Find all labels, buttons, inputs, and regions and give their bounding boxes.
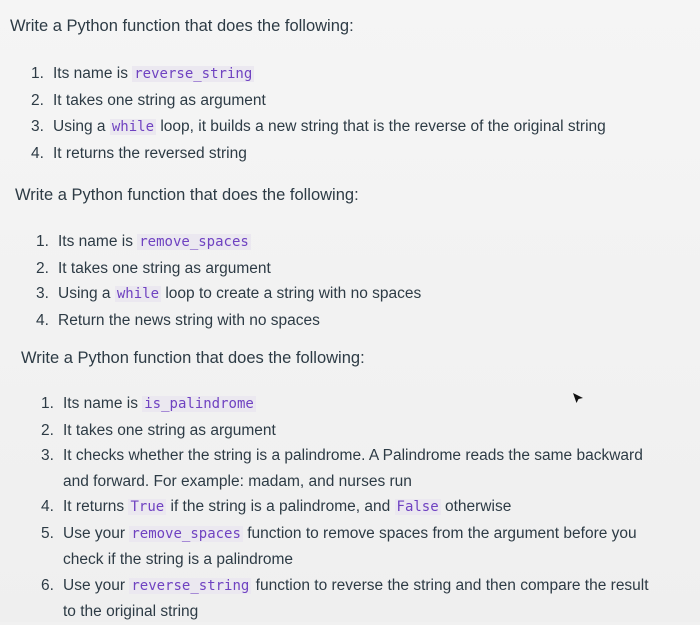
section-1-list [31, 61, 606, 167]
list-item-number: 3. [41, 447, 54, 464]
list-item-number: 6. [41, 576, 54, 594]
section-1-intro: Write a Python function that does the following: [10, 17, 354, 35]
list-item-number: 2. [41, 421, 54, 439]
list-item-text: loop to create a string with no spaces [161, 285, 422, 302]
list-item [36, 281, 421, 308]
list-item-number: 3. [36, 285, 49, 302]
list-item-number: 3. [31, 118, 44, 135]
list-item-number: 4. [41, 498, 54, 515]
list-item [41, 521, 649, 573]
list-item-number: 5. [41, 524, 54, 542]
inline-code: reverse_string [131, 577, 250, 594]
inline-code: while [111, 119, 155, 135]
list-item-text: It checks whether the string is a palindrome. A Palindrome reads the same backward [63, 447, 643, 464]
list-item [41, 443, 649, 494]
section-3-intro: Write a Python function that does the following: [21, 349, 365, 367]
list-item [36, 256, 421, 282]
list-item [31, 88, 606, 115]
list-item-text: It returns the reversed string [53, 144, 247, 162]
inline-code: is_palindrome [144, 396, 254, 412]
list-item-text: to the original string [63, 603, 199, 620]
list-item [36, 308, 421, 334]
list-item-text: function to reverse the string and then compare the result [251, 576, 649, 594]
list-item-text: check if the string is a palindrome [63, 551, 294, 568]
section-3-list [41, 391, 649, 625]
list-item-text: It takes one string as argument [63, 421, 276, 439]
list-item-number: 1. [36, 233, 49, 250]
list-item-text: loop, it builds a new string that is the reverse of the original string [156, 118, 606, 135]
list-item-text: Using a [58, 285, 115, 302]
inline-code: reverse_string [134, 66, 253, 82]
list-item-text: It takes one string as argument [53, 91, 266, 109]
inline-code: while [116, 286, 160, 302]
list-item-text: Return the news string with no spaces [58, 311, 320, 329]
list-item [41, 573, 649, 625]
list-item-number: 1. [31, 65, 44, 82]
inline-code: remove_spaces [139, 234, 249, 250]
list-item-text: Use your [63, 576, 130, 594]
section-2-list [36, 229, 421, 333]
list-item-text: Its name is [63, 395, 143, 412]
list-item-text: Its name is [53, 65, 133, 82]
list-item-text: Its name is [58, 233, 138, 250]
list-item [41, 418, 649, 444]
list-item-text: otherwise [440, 498, 512, 515]
list-item [41, 391, 649, 418]
list-item [31, 61, 606, 88]
list-item [36, 229, 421, 256]
list-item-text: It returns [63, 498, 129, 515]
list-item-number: 4. [36, 311, 49, 329]
inline-code: False [396, 499, 439, 515]
list-item-text: and forward. For example: madam, and nurses run [63, 472, 412, 490]
list-item-text: if the string is a palindrome, and [166, 498, 395, 515]
list-item-text: function to remove spaces from the argument before you [242, 524, 637, 542]
inline-code: remove_spaces [131, 525, 241, 542]
list-item [31, 141, 606, 168]
list-item-number: 2. [31, 91, 44, 109]
list-item [31, 114, 606, 141]
list-item-text: Using a [53, 118, 110, 135]
list-item-number: 1. [41, 395, 54, 412]
list-item-number: 4. [31, 144, 44, 162]
list-item-number: 2. [36, 259, 49, 277]
list-item [41, 494, 649, 521]
section-2-intro: Write a Python function that does the following: [15, 186, 359, 204]
inline-code: True [130, 499, 165, 515]
mouse-pointer-icon [572, 392, 584, 404]
list-item-text: It takes one string as argument [58, 259, 271, 277]
list-item-text: Use your [63, 524, 130, 542]
